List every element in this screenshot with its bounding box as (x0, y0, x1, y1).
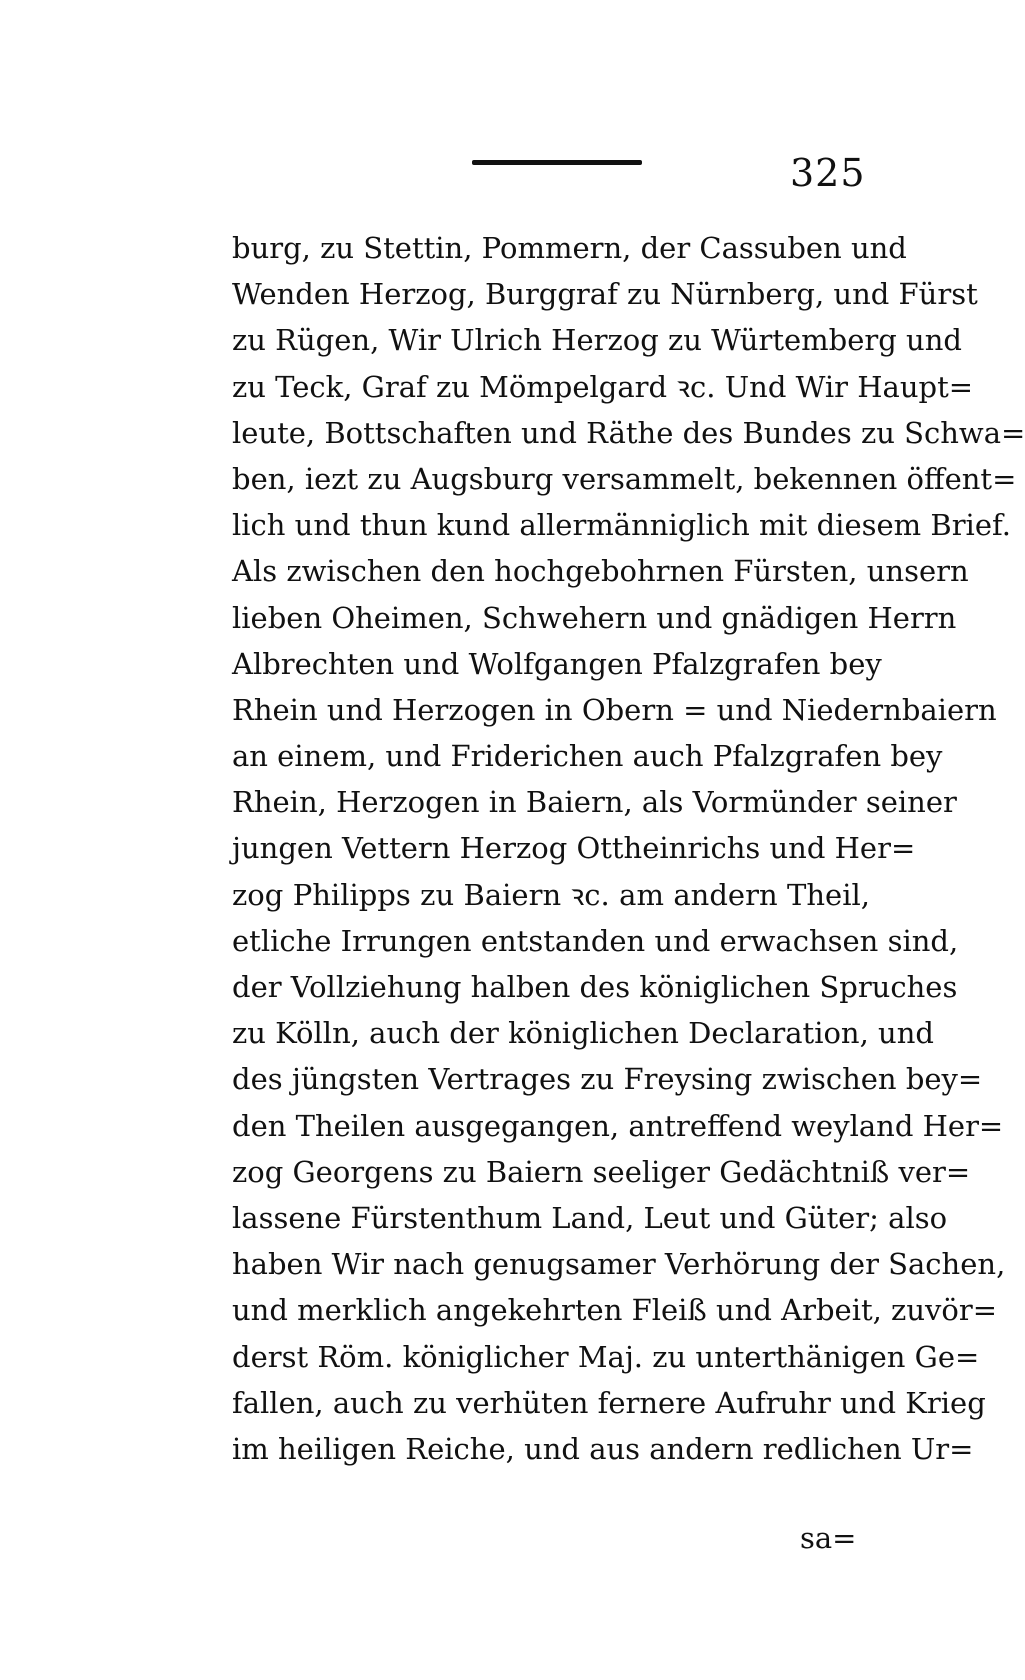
text-line: Albrechten und Wolfgangen Pfalzgrafen bey (232, 646, 882, 681)
text-line: und merklich angekehrten Fleiß und Arbeit, zuvör= (232, 1293, 998, 1328)
page-number: 325 (790, 151, 866, 195)
text-line: ben, iezt zu Augsburg versammelt, bekennen öffent= (232, 461, 1017, 496)
text-line: fallen, auch zu verhüten fernere Aufruhr und Krieg (232, 1385, 986, 1420)
text-line: an einem, und Friderichen auch Pfalzgrafen bey (232, 739, 943, 774)
text-line: der Vollziehung halben des königlichen Spruches (232, 970, 958, 1004)
text-line: zu Kölln, auch der königlichen Declaration, und (232, 1016, 934, 1051)
text-line: des jüngsten Vertrages zu Freysing zwischen bey= (232, 1062, 983, 1097)
text-line: haben Wir nach genugsamer Verhörung der Sachen, (232, 1247, 1006, 1282)
header-rule (472, 160, 642, 165)
text-line: etliche Irrungen entstanden und erwachsen sind, (232, 923, 959, 958)
text-line: Als zwischen den hochgebohrnen Fürsten, unsern (232, 554, 969, 589)
text-line: Rhein und Herzogen in Obern = und Niedernbaiern (232, 692, 997, 727)
text-line: derst Röm. königlicher Maj. zu unterthänigen Ge= (232, 1339, 980, 1374)
text-line: lieben Oheimen, Schwehern und gnädigen Herrn (232, 600, 957, 635)
text-line: im heiligen Reiche, und aus andern redlichen Ur= (232, 1431, 974, 1466)
text-line: Rhein, Herzogen in Baiern, als Vormünder seiner (232, 785, 957, 820)
text-line: zu Teck, Graf zu Mömpelgard ꝛc. Und Wir Haupt= (232, 369, 974, 404)
text-line: Wenden Herzog, Burggraf zu Nürnberg, und Fürst (232, 277, 978, 312)
text-line: jungen Vettern Herzog Ottheinrichs und Her= (232, 831, 916, 866)
text-line: burg, zu Stettin, Pommern, der Cassuben und (232, 231, 907, 265)
text-line: zu Rügen, Wir Ulrich Herzog zu Würtemberg und (232, 323, 962, 358)
text-line: lassene Fürstenthum Land, Leut und Güter; also (232, 1200, 948, 1235)
text-block (232, 225, 1025, 1472)
text-line: lich und thun kund allermänniglich mit diesem Brief. (232, 508, 1011, 543)
text-line: zog Georgens zu Baiern seeliger Gedächtniß ver= (232, 1154, 971, 1189)
catchword: sa= (800, 1521, 857, 1555)
text-line: leute, Bottschaften und Räthe des Bundes zu Schwa= (232, 415, 1025, 450)
text-line: den Theilen ausgegangen, antreffend weyland Her= (232, 1108, 1004, 1143)
text-line: zog Philipps zu Baiern ꝛc. am andern Theil, (232, 877, 870, 912)
